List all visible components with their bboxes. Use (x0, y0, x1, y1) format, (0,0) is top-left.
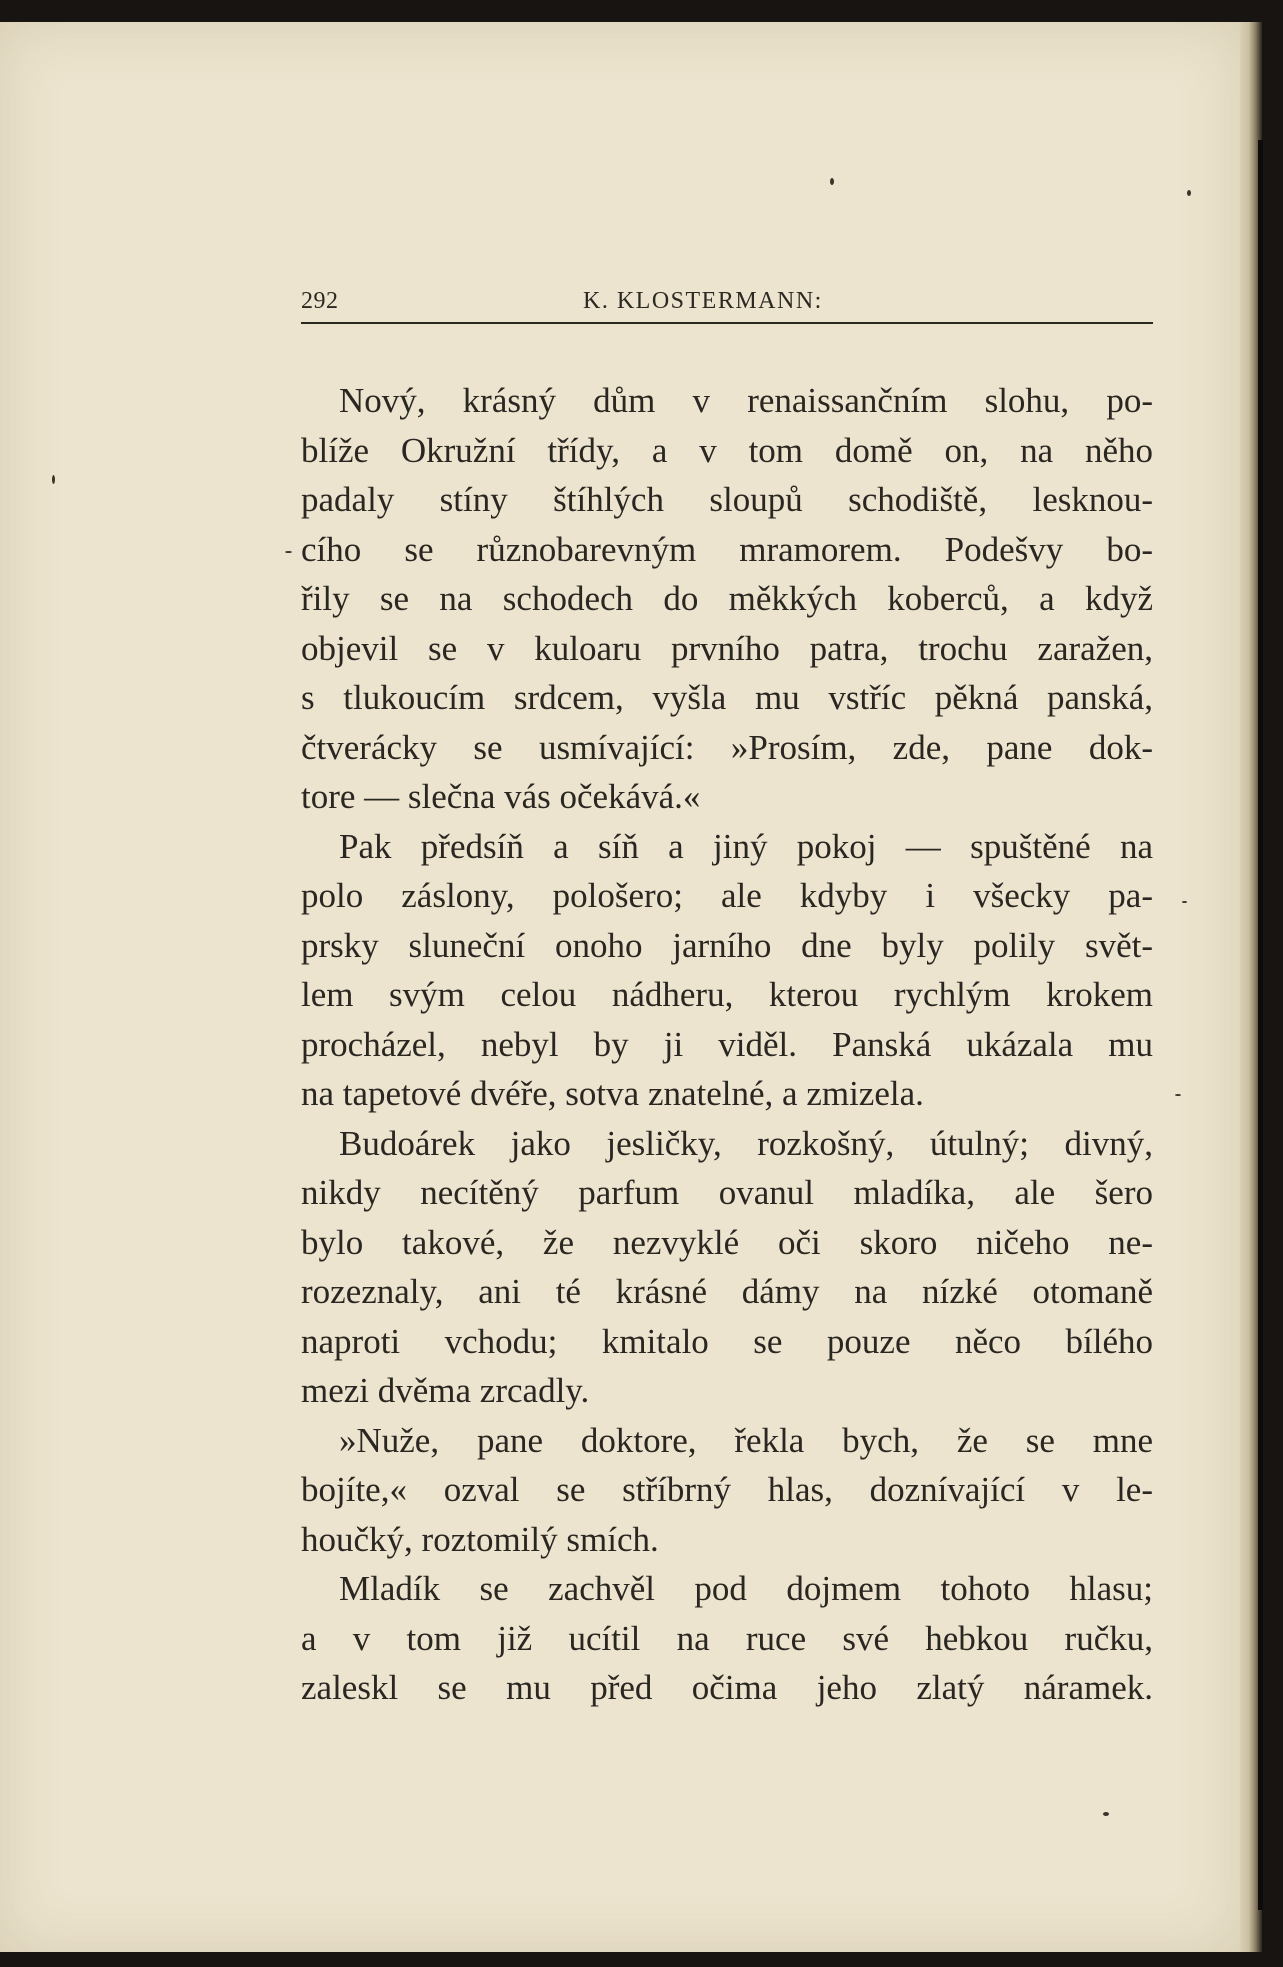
text-line: Pak předsíň a síň a jiný pokoj — spuštěné na (339, 826, 1153, 866)
text-line: nikdy necítěný parfum ovanul mladíka, ale šero (301, 1173, 1153, 1212)
text-line: a v tom již ucítil na ruce své hebkou ručku, (301, 1618, 1153, 1658)
scan-speck (1182, 901, 1187, 903)
running-head-title: K. KLOSTERMANN: (583, 288, 823, 314)
scan-speck (1175, 1094, 1181, 1096)
text-line: na tapetové dvéře, sotva znatelné, a zmizela. (301, 1074, 924, 1113)
text-line: blíže Okružní třídy, a v tom domě on, na něho (301, 430, 1153, 470)
body-text (301, 376, 1153, 1713)
text-line: Mladík se zachvěl pod dojmem tohoto hlasu; (339, 1569, 1153, 1608)
text-line: prsky sluneční onoho jarního dne byly polily svět- (301, 925, 1153, 965)
page-edge-shadow (1258, 140, 1263, 1910)
scan-speck (52, 475, 55, 484)
scan-speck (830, 178, 834, 185)
text-line: rozeznaly, ani té krásné dámy na nízké otomaně (301, 1272, 1153, 1311)
text-line: zaleskl se mu před očima jeho zlatý náramek. (301, 1668, 1153, 1707)
text-line: cího se různobarevným mramorem. Podešvy bo- (301, 529, 1153, 569)
text-line: mezi dvěma zrcadly. (301, 1371, 590, 1410)
text-line: bojíte,« ozval se stříbrný hlas, doznívající v le- (301, 1470, 1153, 1509)
text-line: houčký, roztomilý smích. (301, 1519, 659, 1559)
text-line: tore — slečna vás očekává.« (301, 777, 701, 816)
text-line: procházel, nebyl by ji viděl. Panská ukázala mu (301, 1024, 1153, 1064)
page-number: 292 (301, 288, 339, 314)
text-line: Nový, krásný dům v renaissančním slohu, po- (339, 381, 1153, 420)
text-line: objevil se v kuloaru prvního patra, trochu zaražen, (301, 628, 1153, 668)
text-line: »Nuže, pane doktore, řekla bych, že se mne (339, 1420, 1153, 1460)
text-line: řily se na schodech do měkkých koberců, a když (301, 579, 1153, 618)
text-line: Budoárek jako jesličky, rozkošný, útulný; divný, (339, 1123, 1153, 1163)
text-line: bylo takové, že nezvyklé oči skoro ničeho ne- (301, 1222, 1153, 1262)
text-line: s tlukoucím srdcem, vyšla mu vstříc pěkná panská, (301, 678, 1153, 717)
text-line: polo záslony, pološero; ale kdyby i všecky pa- (301, 876, 1153, 915)
text-line: naproti vchodu; kmitalo se pouze něco bílého (301, 1321, 1153, 1361)
text-line: padaly stíny štíhlých sloupů schodiště, lesknou- (301, 480, 1153, 519)
text-line: lem svým celou nádheru, kterou rychlým krokem (301, 975, 1153, 1014)
text-line: čtverácky se usmívající: »Prosím, zde, pane dok- (301, 727, 1153, 767)
scan-speck (285, 551, 292, 553)
running-head (301, 282, 1153, 324)
scan-speck (1103, 1812, 1109, 1816)
scan-speck (1187, 190, 1191, 196)
